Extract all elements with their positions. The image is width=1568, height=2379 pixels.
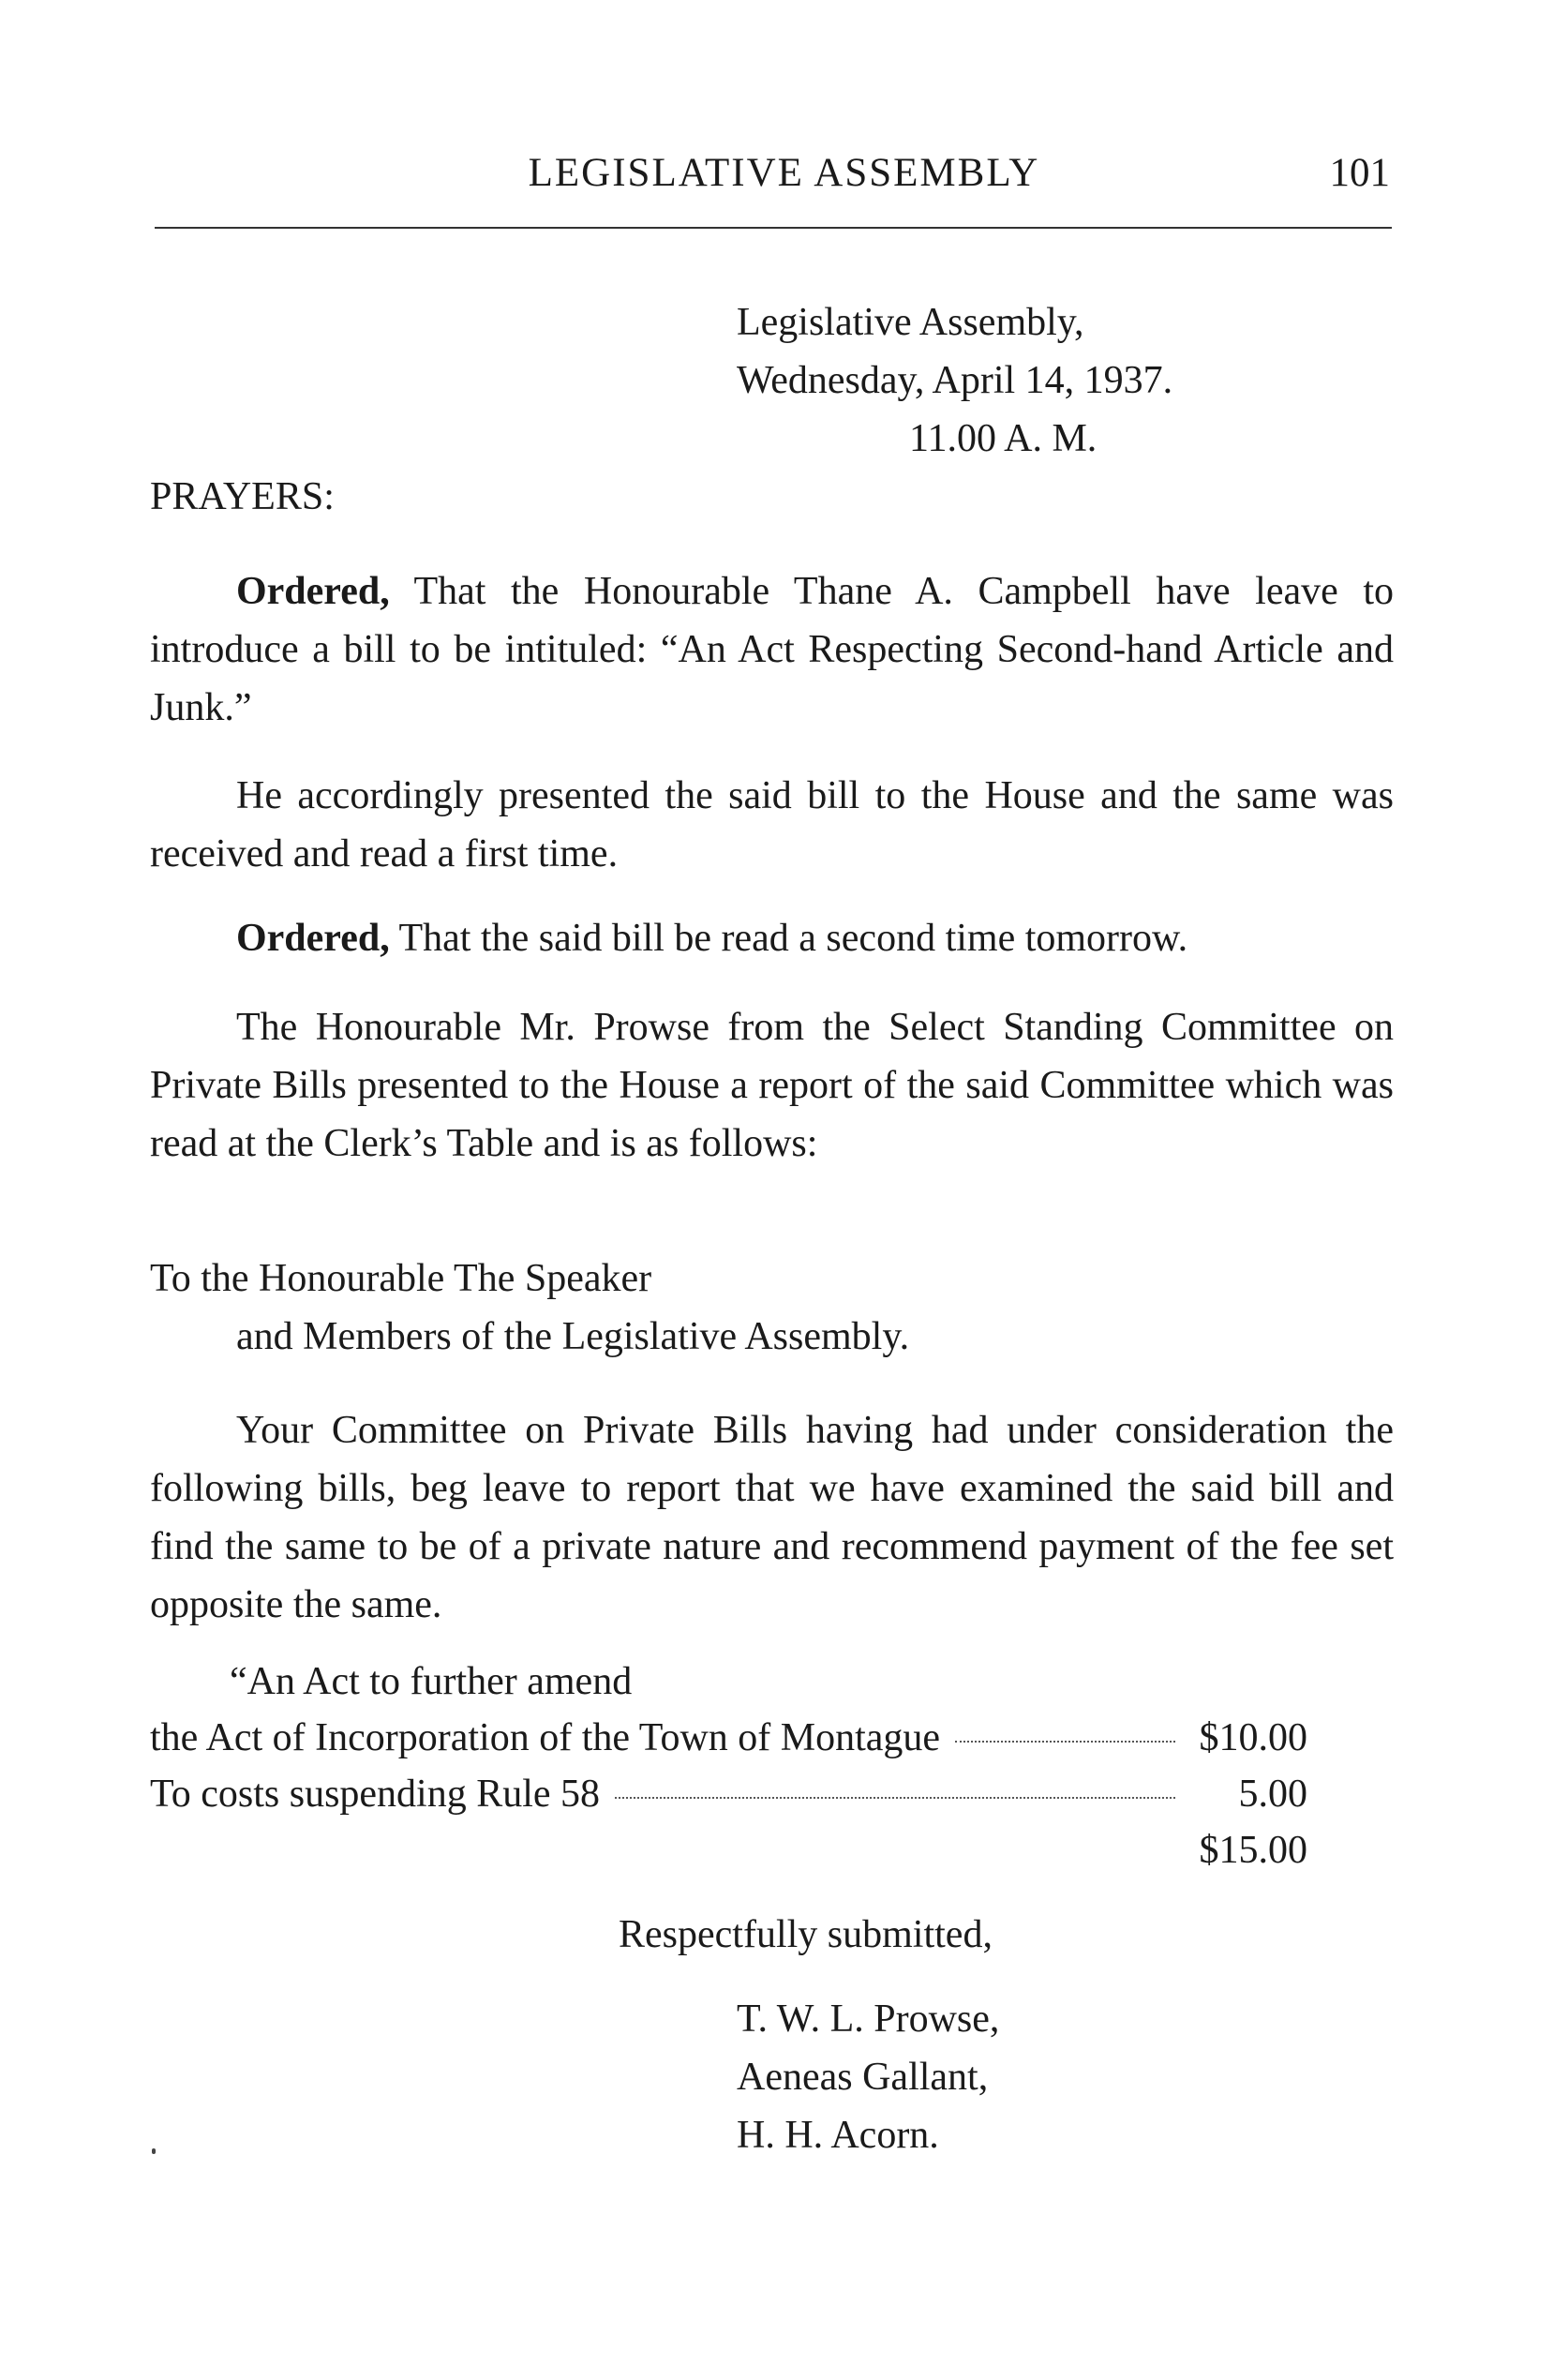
paragraph-text: Your Committee on Private Bills having had under consideration the following bills, beg leave to report that we have examined the said bill and find the same to be of a private nature and recommend payment of the fee set opposite the same. <box>150 1409 1394 1626</box>
paragraph-text: That the said bill be read a second time tomorrow. <box>389 917 1188 960</box>
fee-total-row <box>150 1828 1307 1884</box>
prayers-heading: PRAYERS: <box>150 475 335 518</box>
signatory-2: Aeneas Gallant, <box>737 2056 989 2099</box>
fee-table <box>150 1715 1307 1884</box>
paragraph-committee-report <box>150 998 1394 1173</box>
paragraph-order-second-reading <box>150 909 1394 967</box>
header-rule <box>155 227 1392 229</box>
paragraph-report-body <box>150 1401 1394 1634</box>
ordered-label: Ordered, <box>236 570 390 613</box>
fee-label: To costs suspending Rule 58 <box>150 1773 601 1816</box>
fee-total: $15.00 <box>1199 1829 1307 1872</box>
address-line-2: and Members of the Legislative Assembly. <box>236 1315 910 1358</box>
running-header-title: LEGISLATIVE ASSEMBLY <box>528 151 1040 195</box>
fee-amount: 5.00 <box>1238 1773 1307 1816</box>
dot-leader <box>615 1797 1175 1799</box>
signatory-3: H. H. Acorn. <box>737 2114 939 2157</box>
paragraph-text: He accordingly presented the said bill to the House and the same was received and read a first time. <box>150 774 1394 875</box>
signatory-1: T. W. L. Prowse, <box>737 1997 1000 2041</box>
address-line-1: To the Honourable The Speaker <box>150 1257 652 1300</box>
paragraph-text: The Honourable Mr. Prowse from the Select Standing Committee on Private Bills presented to the House a report of the said Committee which was read at the Clerk’s Table and is as follows: <box>150 1006 1394 1165</box>
dateline-location: Legislative Assembly, <box>737 301 1084 344</box>
paragraph-bill-presented <box>150 767 1394 883</box>
paragraph-order-leave <box>150 562 1394 737</box>
print-speck <box>152 2148 156 2154</box>
ordered-label: Ordered, <box>236 917 390 960</box>
page-number: 101 <box>1329 151 1390 195</box>
dateline-time: 11.00 A. M. <box>909 417 1098 460</box>
dot-leader <box>955 1741 1175 1743</box>
respectfully-submitted: Respectfully submitted, <box>619 1913 993 1956</box>
paragraph-text: That the Honourable Thane A. Campbell have leave to introduce a bill to be intituled: “An Act Respecting Second-hand Article and Junk.” <box>150 570 1394 729</box>
fee-label: the Act of Incorporation of the Town of Montague <box>150 1716 941 1759</box>
fee-amount: $10.00 <box>1199 1716 1307 1759</box>
fee-row <box>150 1715 1307 1772</box>
fee-row <box>150 1772 1307 1828</box>
fee-intro: “An Act to further amend <box>230 1660 633 1703</box>
dateline-date: Wednesday, April 14, 1937. <box>737 359 1173 402</box>
